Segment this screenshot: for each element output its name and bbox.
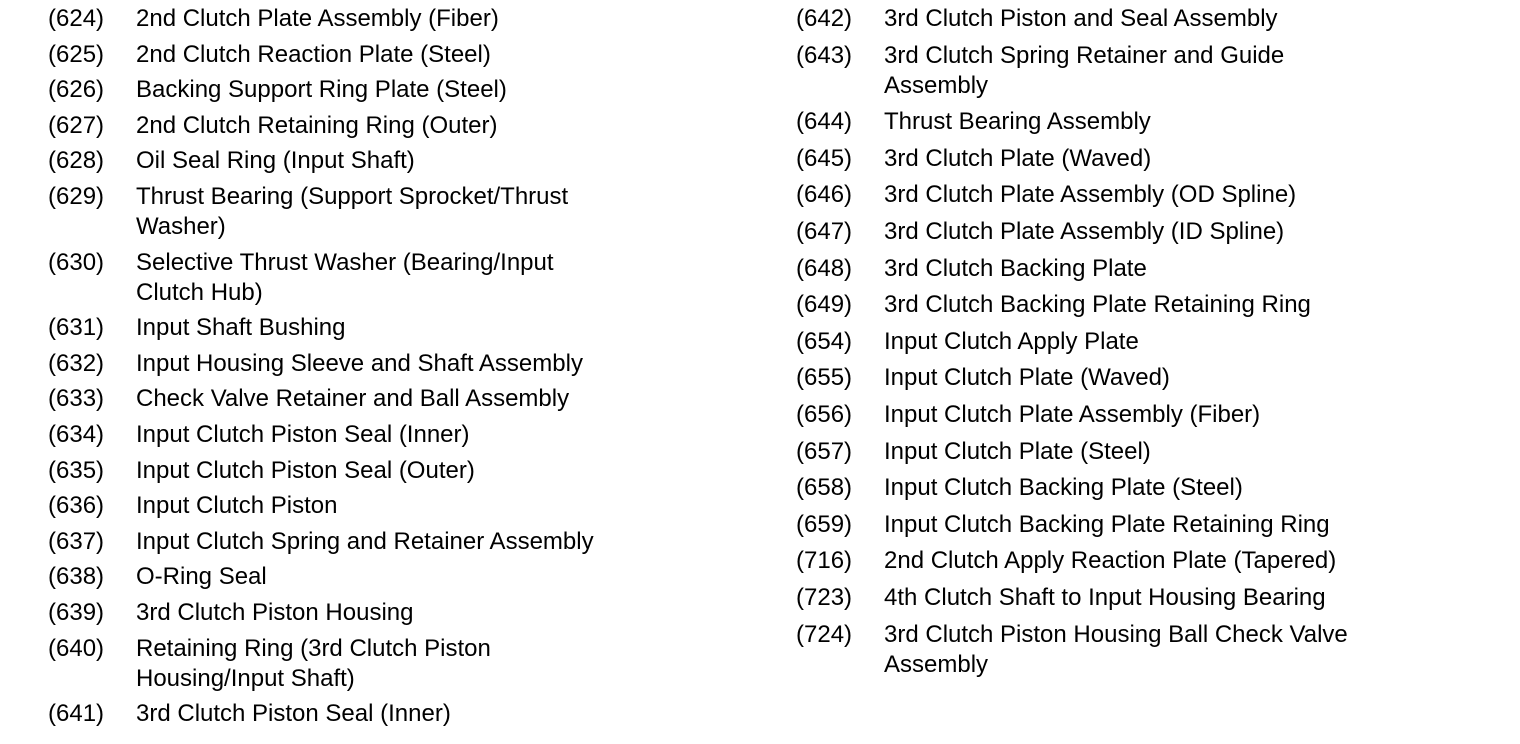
part-reference-number: (657) <box>796 437 853 465</box>
legend-entry <box>796 217 1496 247</box>
part-description: Thrust Bearing Assembly <box>884 108 1151 136</box>
legend-column-left <box>48 4 748 735</box>
part-description: 3rd Clutch Plate Assembly (OD Spline) <box>884 181 1297 209</box>
part-description: Selective Thrust Washer (Bearing/Input Clutch Hub) <box>136 248 554 306</box>
part-description: 3rd Clutch Piston Seal (Inner) <box>136 700 451 728</box>
part-reference-number: (647) <box>796 217 853 245</box>
legend-entry <box>48 146 748 176</box>
legend-entry <box>48 491 748 521</box>
part-reference-number: (632) <box>48 349 105 377</box>
part-reference-number: (633) <box>48 385 105 413</box>
legend-entry <box>796 254 1496 284</box>
legend-entry <box>48 4 748 34</box>
part-description: Oil Seal Ring (Input Shaft) <box>136 147 415 175</box>
part-description: Input Clutch Backing Plate Retaining Ring <box>884 510 1330 538</box>
legend-entry <box>48 562 748 592</box>
part-description: O-Ring Seal <box>136 563 267 591</box>
part-reference-number: (637) <box>48 527 105 555</box>
legend-entry <box>796 546 1496 576</box>
legend-entry <box>796 620 1496 680</box>
part-reference-number: (639) <box>48 598 105 626</box>
part-description: Input Shaft Bushing <box>136 314 346 342</box>
part-description: 2nd Clutch Reaction Plate (Steel) <box>136 40 491 68</box>
part-description: Retaining Ring (3rd Clutch Piston Housing/Input Shaft) <box>136 634 491 692</box>
legend-entry <box>48 313 748 343</box>
legend-entry <box>796 437 1496 467</box>
part-reference-number: (628) <box>48 147 105 175</box>
legend-column-right <box>796 4 1496 686</box>
part-description: 2nd Clutch Retaining Ring (Outer) <box>136 111 498 139</box>
legend-entry <box>796 41 1496 101</box>
legend-entry <box>796 144 1496 174</box>
legend-entry <box>48 598 748 628</box>
part-description: 3rd Clutch Plate (Waved) <box>884 144 1152 172</box>
legend-entry <box>796 180 1496 210</box>
part-reference-number: (644) <box>796 108 853 136</box>
legend-entry <box>796 583 1496 613</box>
legend-entry <box>48 40 748 70</box>
legend-entry <box>796 327 1496 357</box>
part-description: 3rd Clutch Plate Assembly (ID Spline) <box>884 217 1285 245</box>
legend-entry <box>48 111 748 141</box>
legend-entry <box>796 473 1496 503</box>
legend-entry <box>48 248 748 308</box>
legend-entry <box>796 290 1496 320</box>
part-reference-number: (624) <box>48 5 105 32</box>
part-description: Input Clutch Piston <box>136 492 338 520</box>
part-description: Input Clutch Piston Seal (Inner) <box>136 420 470 448</box>
part-reference-number: (636) <box>48 492 105 520</box>
part-reference-number: (631) <box>48 314 105 342</box>
part-reference-number: (627) <box>48 111 105 139</box>
part-description: 3rd Clutch Spring Retainer and Guide Assembly <box>884 41 1285 99</box>
part-description: Input Clutch Spring and Retainer Assembly <box>136 527 594 555</box>
part-reference-number: (648) <box>796 254 853 282</box>
legend-entry <box>796 400 1496 430</box>
legend-entry <box>796 107 1496 137</box>
part-description: 2nd Clutch Plate Assembly (Fiber) <box>136 5 499 32</box>
part-description: Backing Support Ring Plate (Steel) <box>136 76 507 104</box>
part-reference-number: (641) <box>48 700 105 728</box>
part-description: Input Clutch Piston Seal (Outer) <box>136 456 475 484</box>
legend-entry <box>48 384 748 414</box>
part-description: 3rd Clutch Piston Housing Ball Check Valve Assembly <box>884 620 1348 678</box>
part-reference-number: (655) <box>796 364 853 392</box>
legend-entry <box>48 527 748 557</box>
legend-entry <box>796 510 1496 540</box>
part-reference-number: (656) <box>796 400 853 428</box>
part-reference-number: (645) <box>796 144 853 172</box>
part-description: 3rd Clutch Backing Plate <box>884 254 1147 282</box>
part-description: 4th Clutch Shaft to Input Housing Bearing <box>884 583 1326 611</box>
part-description: 2nd Clutch Apply Reaction Plate (Tapered) <box>884 547 1337 575</box>
part-reference-number: (659) <box>796 510 853 538</box>
legend-entry <box>48 699 748 729</box>
part-description: Input Clutch Plate (Steel) <box>884 437 1151 465</box>
part-reference-number: (635) <box>48 456 105 484</box>
part-description: 3rd Clutch Piston and Seal Assembly <box>884 5 1278 32</box>
legend-entry <box>796 363 1496 393</box>
legend-entry <box>48 456 748 486</box>
part-description: Input Housing Sleeve and Shaft Assembly <box>136 349 583 377</box>
part-reference-number: (724) <box>796 620 853 648</box>
legend-entry <box>48 349 748 379</box>
part-reference-number: (630) <box>48 248 105 276</box>
legend-entry <box>796 4 1496 34</box>
legend-entry <box>48 182 748 242</box>
part-reference-number: (716) <box>796 547 853 575</box>
part-description: Input Clutch Apply Plate <box>884 327 1139 355</box>
part-reference-number: (643) <box>796 41 853 69</box>
part-reference-number: (626) <box>48 76 105 104</box>
part-reference-number: (634) <box>48 420 105 448</box>
part-description: Input Clutch Plate (Waved) <box>884 364 1170 392</box>
part-reference-number: (625) <box>48 40 105 68</box>
legend-entry <box>48 75 748 105</box>
part-reference-number: (723) <box>796 583 853 611</box>
part-description: 3rd Clutch Backing Plate Retaining Ring <box>884 291 1311 319</box>
legend-entry <box>48 634 748 694</box>
part-description: Input Clutch Plate Assembly (Fiber) <box>884 400 1261 428</box>
legend-entry <box>48 420 748 450</box>
part-reference-number: (638) <box>48 563 105 591</box>
part-reference-number: (642) <box>796 5 853 32</box>
part-reference-number: (654) <box>796 327 853 355</box>
part-description: Input Clutch Backing Plate (Steel) <box>884 474 1243 502</box>
part-reference-number: (640) <box>48 634 105 662</box>
part-reference-number: (646) <box>796 181 853 209</box>
part-description: Thrust Bearing (Support Sprocket/Thrust Washer) <box>136 182 569 240</box>
part-reference-number: (649) <box>796 291 853 319</box>
part-reference-number: (629) <box>48 182 105 210</box>
part-description: 3rd Clutch Piston Housing <box>136 598 414 626</box>
part-reference-number: (658) <box>796 474 853 502</box>
part-description: Check Valve Retainer and Ball Assembly <box>136 385 570 413</box>
